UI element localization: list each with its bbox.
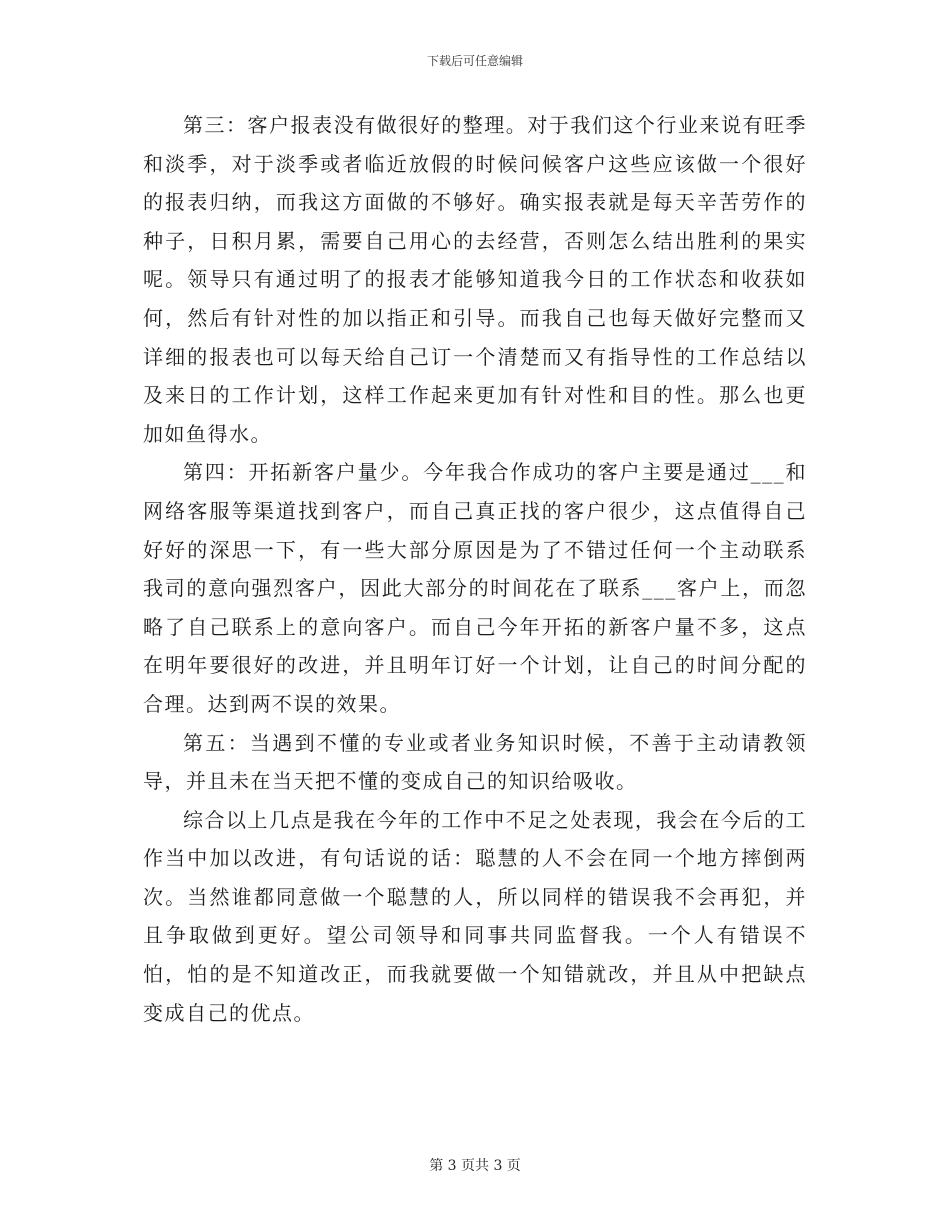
paragraph-fifth-point: 第五：当遇到不懂的专业或者业务知识时候，不善于主动请教领导，并且未在当天把不懂的变成自己的知识给吸收。: [143, 730, 807, 794]
paragraph-third-point: 第三：客户报表没有做很好的整理。对于我们这个行业来说有旺季和淡季，对于淡季或者临近放假的时候问候客户这些应该做一个很好的报表归纳，而我这方面做的不够好。确实报表就是每天辛苦劳作的种子，日积月累，需要自己用心的去经营，否则怎么结出胜利的果实呢。领导只有通过明了的报表才能够知道我今日的工作状态和收获如何，然后有针对性的加以指正和引导。而我自己也每天做好完整而又详细的报表也可以每天给自己订一个清楚而又有指导性的工作总结以及来日的工作计划，这样工作起来更加有针对性和目的性。那么也更加如鱼得水。: [143, 113, 807, 446]
page-number-footer: 第 3 页共 3 页: [429, 1158, 521, 1174]
paragraph-summary: 综合以上几点是我在今年的工作中不足之处表现，我会在今后的工作当中加以改进，有句话说的话：聪慧的人不会在同一个地方摔倒两次。当然谁都同意做一个聪慧的人，所以同样的错误我不会再犯，并且争取做到更好。望公司领导和同事共同监督我。一个人有错误不怕，怕的是不知道改正，而我就要做一个知错就改，并且从中把缺点变成自己的优点。: [143, 807, 807, 1025]
document-body: [143, 106, 807, 1032]
paragraph-fourth-point: 第四：开拓新客户量少。今年我合作成功的客户主要是通过___和网络客服等渠道找到客户，而自己真正找的客户很少，这点值得自己好好的深思一下，有一些大部分原因是为了不错过任何一个主动联系我司的意向强烈客户，因此大部分的时间花在了联系___客户上，而忽略了自己联系上的意向客户。而自己今年开拓的新客户量不多，这点在明年要很好的改进，并且明年订好一个计划，让自己的时间分配的合理。达到两不误的效果。: [143, 460, 807, 716]
page-header: 下载后可任意编辑: [426, 54, 523, 68]
